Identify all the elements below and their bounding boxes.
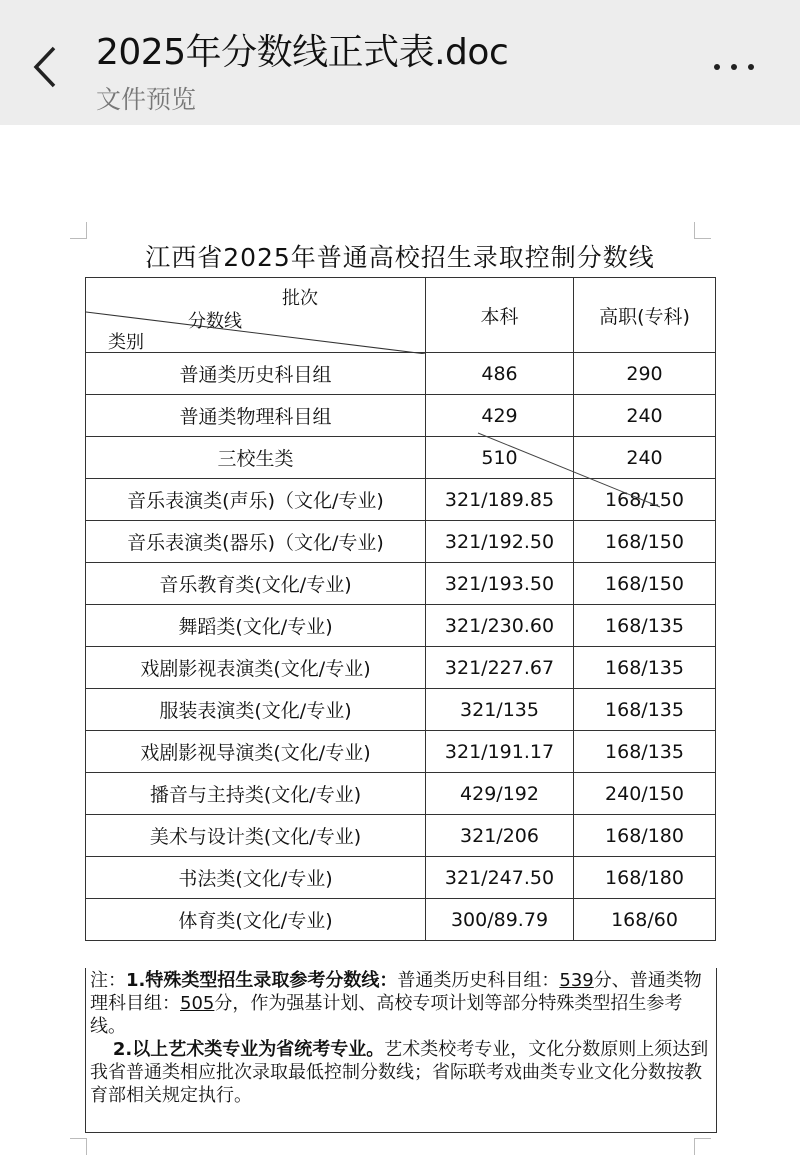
file-subtitle: 文件预览: [96, 85, 197, 114]
vocational-score-cell: 168/180: [574, 857, 716, 899]
vocational-score-cell: 168/135: [574, 731, 716, 773]
vocational-score-cell: 168/150: [574, 521, 716, 563]
undergraduate-score-cell: 321/192.50: [426, 521, 574, 563]
note-2-heading: 2.以上艺术类专业为省统考专业。: [112, 1039, 385, 1060]
category-cell: 服装表演类(文化/专业): [86, 689, 426, 731]
category-cell: 普通类历史科目组: [86, 353, 426, 395]
undergraduate-score-cell: 321/227.67: [426, 647, 574, 689]
note-2-text: 艺术类校考专业，文化分数原则上须达到我省普通类相应批次录取最低控制分数线；省际联考戏曲类专业文化分数按教育部相关规定执行。: [90, 1039, 709, 1106]
header-vocational: 高职(专科): [574, 278, 716, 353]
note-1-text: 分，作为强基计划、高校专项计划等部分特殊类型招生参考线。: [90, 993, 683, 1037]
undergraduate-score-cell: 510: [426, 437, 574, 479]
vocational-score-cell: 240/150: [574, 773, 716, 815]
vocational-score-cell: 168/60: [574, 899, 716, 941]
category-cell: 普通类物理科目组: [86, 395, 426, 437]
vocational-score-cell: 168/135: [574, 647, 716, 689]
undergraduate-score-cell: 321/206: [426, 815, 574, 857]
undergraduate-score-cell: 429/192: [426, 773, 574, 815]
category-cell: 音乐教育类(文化/专业): [86, 563, 426, 605]
vocational-score-cell: 168/135: [574, 605, 716, 647]
category-cell: 音乐表演类(器乐)（文化/专业): [86, 521, 426, 563]
undergraduate-score-cell: 486: [426, 353, 574, 395]
category-cell: 体育类(文化/专业): [86, 899, 426, 941]
document-title: 江西省2025年普通高校招生录取控制分数线: [145, 243, 655, 272]
header-undergraduate: 本科: [426, 278, 574, 353]
header-category-label: 类别: [108, 332, 144, 353]
category-cell: 戏剧影视导演类(文化/专业): [86, 731, 426, 773]
header-score-label: 分数线: [188, 311, 242, 332]
vocational-score-cell: 240: [574, 437, 716, 479]
header-batch-label: 批次: [282, 288, 318, 309]
vocational-score-cell: 168/135: [574, 689, 716, 731]
undergraduate-score-cell: 321/230.60: [426, 605, 574, 647]
note-1-text: 普通类历史科目组：: [397, 970, 560, 991]
undergraduate-score-cell: 300/89.79: [426, 899, 574, 941]
note-1-text: 分、普通类物理科目组：: [90, 970, 702, 1014]
category-cell: 音乐表演类(声乐)（文化/专业): [86, 479, 426, 521]
note-prefix: 注：: [90, 970, 126, 991]
category-cell: 戏剧影视表演类(文化/专业): [86, 647, 426, 689]
category-cell: 播音与主持类(文化/专业): [86, 773, 426, 815]
vocational-score-cell: 290: [574, 353, 716, 395]
vocational-score-cell: 168/150: [574, 479, 716, 521]
undergraduate-score-cell: 321/189.85: [426, 479, 574, 521]
undergraduate-score-cell: 429: [426, 395, 574, 437]
note-1-history-score: 539: [559, 970, 594, 991]
vocational-score-cell: 168/150: [574, 563, 716, 605]
vocational-score-cell: 240: [574, 395, 716, 437]
category-cell: 美术与设计类(文化/专业): [86, 815, 426, 857]
undergraduate-score-cell: 321/193.50: [426, 563, 574, 605]
note-1-physics-score: 505: [180, 993, 215, 1014]
category-cell: 三校生类: [86, 437, 426, 479]
file-title: 2025年分数线正式表.doc: [96, 32, 509, 73]
category-cell: 书法类(文化/专业): [86, 857, 426, 899]
note-1-heading: 1.特殊类型招生录取参考分数线：: [126, 970, 398, 991]
undergraduate-score-cell: 321/247.50: [426, 857, 574, 899]
category-cell: 舞蹈类(文化/专业): [86, 605, 426, 647]
undergraduate-score-cell: 321/135: [426, 689, 574, 731]
vocational-score-cell: 168/180: [574, 815, 716, 857]
undergraduate-score-cell: 321/191.17: [426, 731, 574, 773]
